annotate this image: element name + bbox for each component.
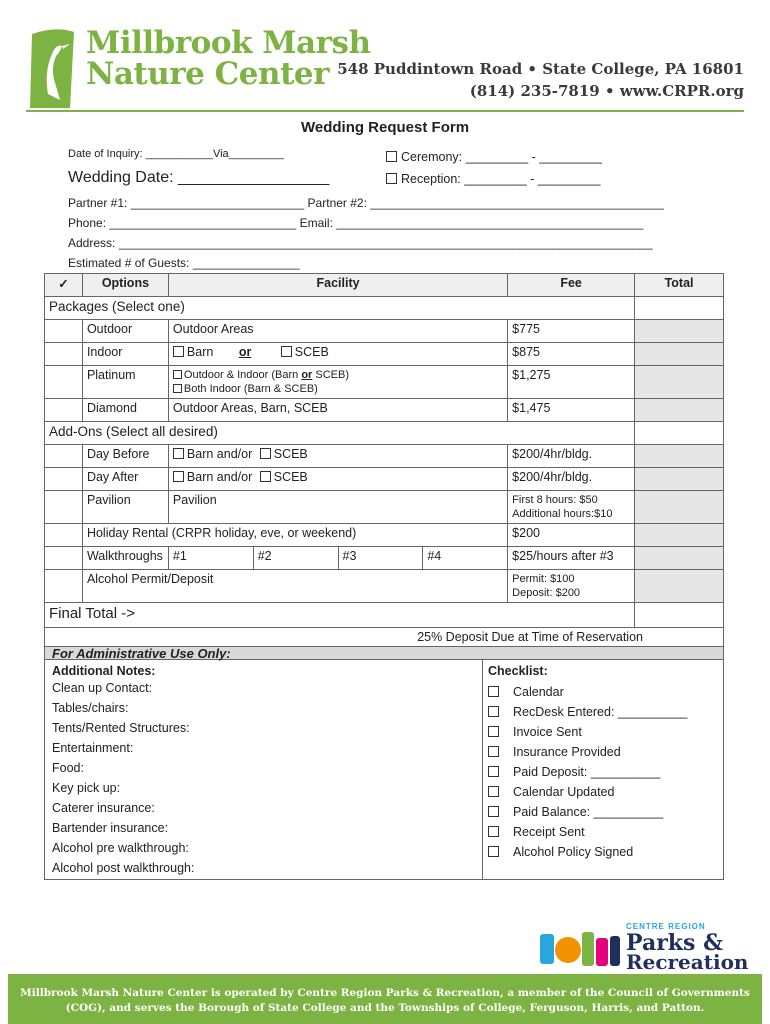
checklist-item[interactable] bbox=[488, 762, 687, 782]
walkthrough-2[interactable]: #2 bbox=[253, 547, 338, 570]
table-row bbox=[45, 524, 724, 547]
checklist-item[interactable] bbox=[488, 822, 687, 842]
note-item[interactable]: Tents/Rented Structures: bbox=[52, 721, 190, 735]
option-platinum: Platinum bbox=[82, 366, 168, 399]
org-address: 548 Puddintown Road • State College, PA 16801 bbox=[337, 60, 744, 78]
fee-diamond: $1,475 bbox=[508, 399, 635, 422]
checklist-label: Paid Balance: __________ bbox=[513, 805, 664, 819]
admin-heading: For Administrative Use Only: bbox=[44, 646, 724, 660]
checklist-label: RecDesk Entered: __________ bbox=[513, 705, 688, 719]
note-item[interactable]: Food: bbox=[52, 761, 84, 775]
or-label: or bbox=[238, 345, 252, 359]
select-cell[interactable] bbox=[45, 547, 83, 570]
footer-banner bbox=[8, 974, 762, 1024]
fee-pavilion-additional: Additional hours:$10 bbox=[512, 508, 613, 520]
org-name-line1: Millbrook Marsh bbox=[86, 25, 371, 61]
notes-list bbox=[52, 678, 194, 878]
checkbox-icon[interactable] bbox=[488, 766, 499, 777]
table-row bbox=[45, 343, 724, 366]
note-item[interactable]: Alcohol pre walkthrough: bbox=[52, 841, 189, 855]
walkthrough-1[interactable]: #1 bbox=[168, 547, 253, 570]
table-row bbox=[45, 570, 724, 603]
crpr-word1: Parks & bbox=[626, 930, 723, 956]
note-item[interactable]: Key pick up: bbox=[52, 781, 121, 795]
barn-label: Barn bbox=[186, 345, 214, 359]
table-cell bbox=[635, 366, 724, 399]
address-field[interactable]: Address: ________________________________________________________________________________ bbox=[68, 236, 653, 250]
facility-indoor bbox=[168, 343, 507, 366]
note-item[interactable]: Bartender insurance: bbox=[52, 821, 169, 835]
platinum-or: or bbox=[301, 369, 313, 381]
fee-pavilion-first: First 8 hours: $50 bbox=[512, 494, 598, 506]
checkbox-icon[interactable] bbox=[488, 686, 499, 697]
facility-day-after bbox=[168, 468, 507, 491]
form-title: Wedding Request Form bbox=[300, 119, 470, 136]
fee-pavilion bbox=[508, 491, 635, 524]
option-holiday: Holiday Rental (CRPR holiday, eve, or weekend) bbox=[82, 524, 507, 547]
barn-label: Barn and/or bbox=[186, 447, 253, 461]
table-cell bbox=[635, 399, 724, 422]
reception-label: Reception: _________ - _________ bbox=[401, 172, 601, 186]
final-total-label: Final Total -> bbox=[45, 603, 635, 628]
checkbox-icon[interactable] bbox=[488, 826, 499, 837]
barn-checkbox-icon[interactable] bbox=[173, 448, 184, 459]
checklist-item[interactable] bbox=[488, 722, 687, 742]
people-figures-icon bbox=[538, 928, 622, 968]
select-cell[interactable] bbox=[45, 468, 83, 491]
millbrook-logo bbox=[26, 24, 80, 108]
addons-label: Add-Ons (Select all desired) bbox=[45, 422, 635, 445]
inquiry-field[interactable]: Date of Inquiry: ___________Via_________ bbox=[68, 148, 284, 160]
facility-outdoor: Outdoor Areas bbox=[168, 320, 507, 343]
facility-day-before bbox=[168, 445, 507, 468]
option-outdoor: Outdoor bbox=[82, 320, 168, 343]
checkbox-icon[interactable] bbox=[488, 846, 499, 857]
checklist-item[interactable] bbox=[488, 802, 687, 822]
fee-outdoor: $775 bbox=[508, 320, 635, 343]
packages-section-row bbox=[45, 297, 724, 320]
ceremony-checkbox-icon[interactable] bbox=[386, 151, 397, 162]
check-column-header: ✓ bbox=[45, 274, 83, 297]
crpr-word2: Recreation bbox=[626, 950, 749, 974]
org-name bbox=[86, 25, 371, 92]
deposit-note: 25% Deposit Due at Time of Reservation bbox=[45, 628, 724, 651]
sceb-checkbox-icon[interactable] bbox=[260, 448, 271, 459]
option-walkthroughs: Walkthroughs bbox=[82, 547, 168, 570]
reception-checkbox-icon[interactable] bbox=[386, 173, 397, 184]
platinum-option1-checkbox-icon[interactable] bbox=[173, 370, 182, 379]
table-row bbox=[45, 399, 724, 422]
select-cell[interactable] bbox=[45, 524, 83, 547]
platinum-option2-checkbox-icon[interactable] bbox=[173, 384, 182, 393]
options-table bbox=[44, 273, 724, 651]
barn-checkbox-icon[interactable] bbox=[173, 471, 184, 482]
note-item[interactable]: Entertainment: bbox=[52, 741, 134, 755]
checklist-label: Receipt Sent bbox=[513, 825, 585, 839]
fee-alcohol bbox=[508, 570, 635, 603]
crpr-logo bbox=[538, 922, 762, 972]
crpr-region: CENTRE REGION bbox=[626, 922, 706, 931]
table-row bbox=[45, 491, 724, 524]
table-row bbox=[45, 366, 724, 399]
checklist-item[interactable] bbox=[488, 702, 687, 722]
options-column-header: Options bbox=[82, 274, 168, 297]
checklist-items bbox=[488, 682, 687, 862]
sceb-checkbox-icon[interactable] bbox=[281, 346, 292, 357]
checklist-item[interactable] bbox=[488, 682, 687, 702]
wedding-date-field[interactable]: Wedding Date: _________________ bbox=[68, 169, 330, 186]
barn-label: Barn and/or bbox=[186, 470, 253, 484]
barn-checkbox-icon[interactable] bbox=[173, 346, 184, 357]
heron-logo-icon bbox=[26, 24, 80, 108]
checklist bbox=[488, 664, 687, 862]
checklist-label: Invoice Sent bbox=[513, 725, 582, 739]
facility-column-header: Facility bbox=[168, 274, 507, 297]
table-row bbox=[45, 320, 724, 343]
org-contact: (814) 235-7819 • www.CRPR.org bbox=[469, 82, 744, 100]
checklist-item[interactable] bbox=[488, 842, 687, 862]
sceb-label: SCEB bbox=[273, 447, 308, 461]
checklist-label: Paid Deposit: __________ bbox=[513, 765, 661, 779]
table-cell bbox=[635, 445, 724, 468]
walkthrough-3[interactable]: #3 bbox=[338, 547, 423, 570]
platinum-line2: Both Indoor (Barn & SCEB) bbox=[183, 383, 318, 395]
select-cell[interactable] bbox=[45, 366, 83, 399]
fee-alcohol-deposit: Deposit: $200 bbox=[512, 587, 581, 599]
total-column-header: Total bbox=[635, 274, 724, 297]
select-cell[interactable] bbox=[45, 343, 83, 366]
table-row bbox=[45, 547, 724, 570]
option-day-after: Day After bbox=[82, 468, 168, 491]
checkbox-icon[interactable] bbox=[488, 806, 499, 817]
option-alcohol: Alcohol Permit/Deposit bbox=[82, 570, 507, 603]
option-diamond: Diamond bbox=[82, 399, 168, 422]
packages-label: Packages (Select one) bbox=[45, 297, 635, 320]
checklist-title: Checklist: bbox=[488, 664, 548, 678]
final-total-row bbox=[45, 603, 724, 628]
note-item[interactable]: Caterer insurance: bbox=[52, 801, 155, 815]
table-cell bbox=[635, 524, 724, 547]
facility-platinum bbox=[168, 366, 507, 399]
checkbox-icon[interactable] bbox=[488, 746, 499, 757]
checklist-item[interactable] bbox=[488, 782, 687, 802]
facility-diamond: Outdoor Areas, Barn, SCEB bbox=[168, 399, 507, 422]
table-header-row bbox=[45, 274, 724, 297]
notes-title: Additional Notes: bbox=[52, 664, 156, 678]
select-cell[interactable] bbox=[45, 320, 83, 343]
ceremony-label: Ceremony: _________ - _________ bbox=[401, 150, 602, 164]
select-cell[interactable] bbox=[45, 491, 83, 524]
fee-column-header: Fee bbox=[508, 274, 635, 297]
note-item[interactable]: Alcohol post walkthrough: bbox=[52, 861, 195, 875]
admin-divider bbox=[482, 660, 483, 880]
sceb-label: SCEB bbox=[273, 470, 308, 484]
table-cell bbox=[635, 570, 724, 603]
table-cell bbox=[635, 343, 724, 366]
fee-indoor: $875 bbox=[508, 343, 635, 366]
platinum-line1b: SCEB) bbox=[312, 369, 350, 381]
footer-line2: (COG), and serves the Borough of State College and the Townships of College, Ferguson, Harris, and Patton. bbox=[65, 1002, 705, 1014]
fee-holiday: $200 bbox=[508, 524, 635, 547]
addons-section-row bbox=[45, 422, 724, 445]
sceb-label: SCEB bbox=[294, 345, 329, 359]
checkbox-icon[interactable] bbox=[488, 706, 499, 717]
facility-pavilion: Pavilion bbox=[168, 491, 507, 524]
option-day-before: Day Before bbox=[82, 445, 168, 468]
partner-fields[interactable]: Partner #1: __________________________ Partner #2: ____________________________________________ bbox=[68, 196, 664, 210]
select-cell[interactable] bbox=[45, 570, 83, 603]
checklist-label: Calendar bbox=[513, 685, 564, 699]
fee-alcohol-permit: Permit: $100 bbox=[512, 573, 575, 585]
platinum-line1a: Outdoor & Indoor (Barn bbox=[183, 369, 302, 381]
guests-field[interactable]: Estimated # of Guests: ________________ bbox=[68, 256, 300, 270]
final-total-value[interactable] bbox=[635, 603, 724, 628]
table-cell bbox=[635, 491, 724, 524]
fee-day-before: $200/4hr/bldg. bbox=[508, 445, 635, 468]
checklist-label: Calendar Updated bbox=[513, 785, 615, 799]
select-cell[interactable] bbox=[45, 445, 83, 468]
table-cell bbox=[635, 320, 724, 343]
org-name-line2: Nature Center bbox=[86, 56, 329, 92]
fee-platinum: $1,275 bbox=[508, 366, 635, 399]
walkthrough-4[interactable]: #4 bbox=[423, 547, 508, 570]
checkbox-icon[interactable] bbox=[488, 786, 499, 797]
fee-walkthroughs: $25/hours after #3 bbox=[508, 547, 635, 570]
table-cell bbox=[635, 422, 724, 445]
footer-line1: Millbrook Marsh Nature Center is operated by Centre Region Parks & Recreation, a member of the Council of Governments bbox=[20, 987, 750, 999]
option-pavilion: Pavilion bbox=[82, 491, 168, 524]
table-cell bbox=[635, 547, 724, 570]
additional-notes bbox=[52, 664, 194, 878]
table-cell bbox=[635, 468, 724, 491]
fee-day-after: $200/4hr/bldg. bbox=[508, 468, 635, 491]
ceremony-field[interactable] bbox=[386, 150, 602, 164]
reception-field[interactable] bbox=[386, 172, 600, 186]
select-cell[interactable] bbox=[45, 399, 83, 422]
note-item[interactable]: Tables/chairs: bbox=[52, 701, 129, 715]
table-row bbox=[45, 468, 724, 491]
header-divider bbox=[26, 110, 744, 112]
phone-email-fields[interactable]: Phone: ____________________________ Email: ______________________________________________ bbox=[68, 216, 644, 230]
table-cell bbox=[635, 297, 724, 320]
option-indoor: Indoor bbox=[82, 343, 168, 366]
note-item[interactable]: Clean up Contact: bbox=[52, 681, 153, 695]
table-row bbox=[45, 445, 724, 468]
checklist-item[interactable] bbox=[488, 742, 687, 762]
checklist-label: Alcohol Policy Signed bbox=[513, 845, 634, 859]
checkbox-icon[interactable] bbox=[488, 726, 499, 737]
checklist-label: Insurance Provided bbox=[513, 745, 621, 759]
sceb-checkbox-icon[interactable] bbox=[260, 471, 271, 482]
